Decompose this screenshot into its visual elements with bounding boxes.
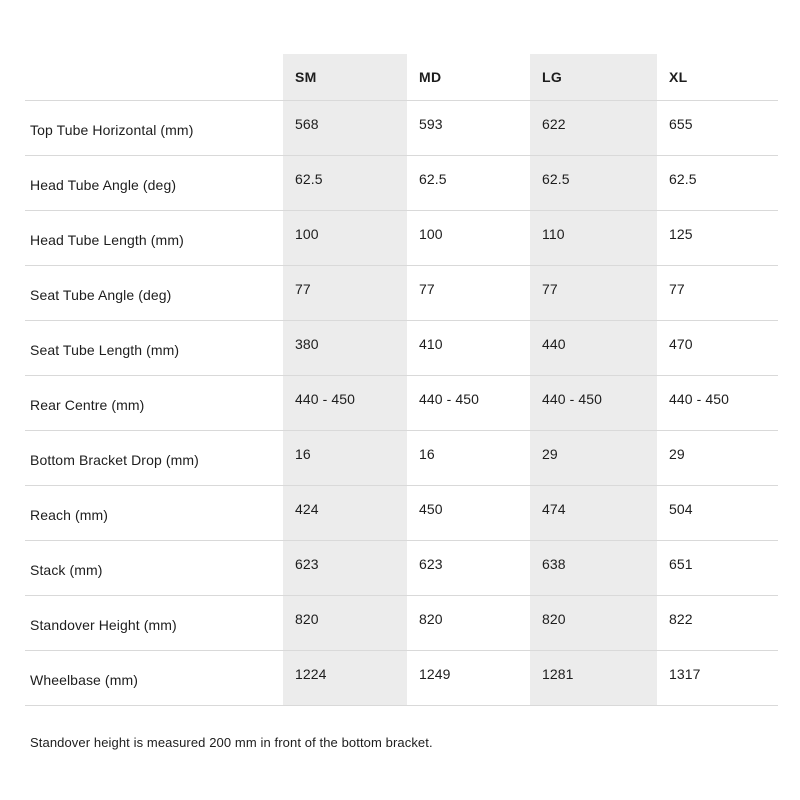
row-label: Stack (mm) (30, 561, 103, 578)
cell-value: 77 (669, 281, 685, 297)
cell-value: 380 (283, 321, 407, 375)
cell-value: 474 (530, 486, 657, 540)
row-label: Bottom Bracket Drop (mm) (30, 451, 199, 468)
cell-value: 504 (669, 501, 693, 517)
cell-value: 125 (669, 226, 693, 242)
row-label: Top Tube Horizontal (mm) (30, 121, 194, 138)
geometry-table (25, 54, 778, 706)
cell-value: 29 (669, 446, 685, 462)
table-row (25, 486, 778, 541)
cell-value: 440 - 450 (530, 376, 657, 430)
cell-value: 1317 (669, 666, 701, 682)
header-spacer (25, 54, 283, 100)
table-row (25, 266, 778, 321)
row-label: Reach (mm) (30, 506, 109, 523)
cell-value: 1224 (283, 651, 407, 705)
table-row (25, 321, 778, 376)
cell-value: 1249 (419, 666, 451, 682)
row-label: Wheelbase (mm) (30, 671, 138, 688)
cell-value: 410 (419, 336, 443, 352)
column-header-sm: SM (283, 54, 407, 100)
cell-value: 16 (283, 431, 407, 485)
cell-value: 623 (283, 541, 407, 595)
row-label: Head Tube Angle (deg) (30, 176, 177, 193)
cell-value: 77 (283, 266, 407, 320)
cell-value: 62.5 (419, 171, 447, 187)
table-row (25, 376, 778, 431)
row-label: Standover Height (mm) (30, 616, 177, 633)
cell-value: 440 - 450 (283, 376, 407, 430)
cell-value: 110 (530, 211, 657, 265)
table-row (25, 541, 778, 596)
cell-value: 820 (283, 596, 407, 650)
table-row (25, 211, 778, 266)
table-header-row (25, 54, 778, 101)
column-header-md: MD (419, 68, 442, 85)
footnote-text: Standover height is measured 200 mm in front of the bottom bracket. (30, 735, 433, 750)
table-row (25, 156, 778, 211)
cell-value: 16 (419, 446, 435, 462)
row-label: Rear Centre (mm) (30, 396, 145, 413)
column-header-xl: XL (669, 68, 688, 85)
cell-value: 77 (419, 281, 435, 297)
cell-value: 62.5 (283, 156, 407, 210)
cell-value: 450 (419, 501, 443, 517)
cell-value: 622 (530, 101, 657, 155)
table-row (25, 431, 778, 486)
cell-value: 655 (669, 116, 693, 132)
cell-value: 440 - 450 (669, 391, 730, 407)
cell-value: 820 (419, 611, 443, 627)
row-label: Seat Tube Angle (deg) (30, 286, 172, 303)
cell-value: 822 (669, 611, 693, 627)
cell-value: 1281 (530, 651, 657, 705)
cell-value: 100 (419, 226, 443, 242)
row-label: Head Tube Length (mm) (30, 231, 184, 248)
cell-value: 638 (530, 541, 657, 595)
cell-value: 568 (283, 101, 407, 155)
cell-value: 62.5 (530, 156, 657, 210)
cell-value: 62.5 (669, 171, 697, 187)
cell-value: 77 (530, 266, 657, 320)
table-row (25, 651, 778, 706)
cell-value: 100 (283, 211, 407, 265)
cell-value: 440 (530, 321, 657, 375)
table-row (25, 596, 778, 651)
cell-value: 29 (530, 431, 657, 485)
cell-value: 440 - 450 (419, 391, 480, 407)
cell-value: 424 (283, 486, 407, 540)
cell-value: 470 (669, 336, 693, 352)
cell-value: 820 (530, 596, 657, 650)
cell-value: 651 (669, 556, 693, 572)
row-label: Seat Tube Length (mm) (30, 341, 180, 358)
table-row (25, 101, 778, 156)
cell-value: 623 (419, 556, 443, 572)
cell-value: 593 (419, 116, 443, 132)
column-header-lg: LG (530, 54, 657, 100)
